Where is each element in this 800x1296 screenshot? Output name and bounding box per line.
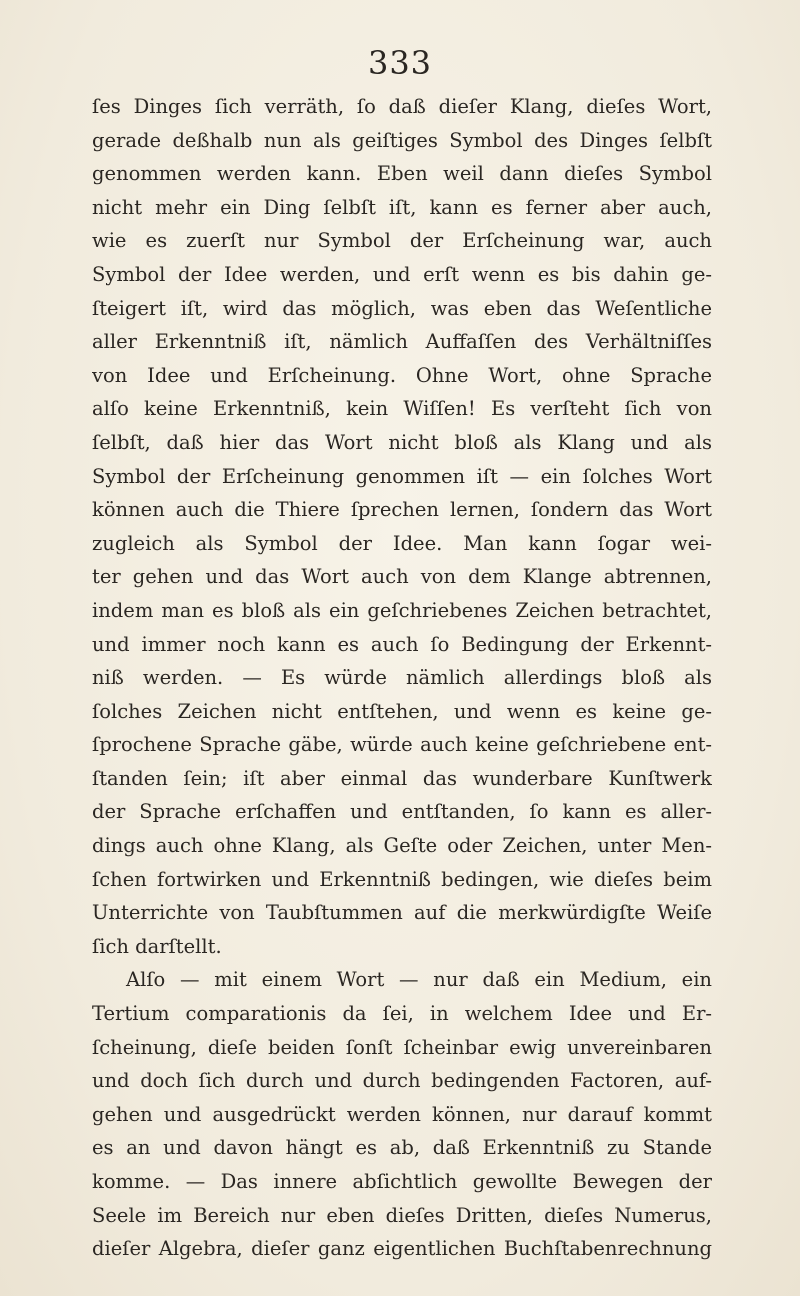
text-line: alſo keine Erkenntniß, kein Wiſſen! Es verſteht ſich von <box>92 397 712 421</box>
text-line: dieſer Algebra, dieſer ganz eigentlichen Buchſtabenrechnung <box>92 1237 712 1261</box>
body-text <box>92 90 712 1266</box>
text-line: Tertium comparationis da ſei, in welchem Idee und Er- <box>92 1002 712 1026</box>
text-line: wie es zuerſt nur Symbol der Erſcheinung war, auch <box>92 229 712 253</box>
text-line: komme. — Das innere abſichtlich gewollte Bewegen der <box>92 1170 712 1193</box>
page-number: 333 <box>367 44 433 82</box>
text-line: ſtanden ſein; iſt aber einmal das wunderbare Kunſtwerk <box>92 766 712 790</box>
text-line: von Idee und Erſcheinung. Ohne Wort, ohne Sprache <box>92 363 712 387</box>
text-line: gerade deßhalb nun als geiſtiges Symbol des Dinges ſelbſt <box>92 128 712 152</box>
text-line: genommen werden kann. Eben weil dann dieſes Symbol <box>92 162 712 186</box>
text-line: ſteigert iſt, wird das möglich, was eben das Weſentliche <box>92 296 712 320</box>
text-line: Unterrichte von Taubſtummen auf die merkwürdigſte Weiſe <box>92 901 712 925</box>
text-line: nicht mehr ein Ding ſelbſt iſt, kann es ferner aber auch, <box>92 195 712 219</box>
paragraph-end-line: ſich darſtellt. <box>92 934 222 958</box>
text-line: gehen und ausgedrückt werden können, nur darauf kommt <box>92 1102 712 1126</box>
text-line: ſolches Zeichen nicht entſtehen, und wenn es keine ge- <box>92 699 712 723</box>
text-line: und doch ſich durch und durch bedingenden Factoren, auf- <box>92 1069 712 1093</box>
text-line: Seele im Bereich nur eben dieſes Dritten, dieſes Numerus, <box>92 1203 712 1227</box>
text-line: ſelbſt, daß hier das Wort nicht bloß als Klang und als <box>92 430 712 454</box>
text-line: niß werden. — Es würde nämlich allerdings bloß als <box>92 666 712 690</box>
text-line: ſchen fortwirken und Erkenntniß bedingen, wie dieſes beim <box>92 867 712 891</box>
text-line: dings auch ohne Klang, als Geſte oder Zeichen, unter Men- <box>92 834 712 858</box>
text-line: ter gehen und das Wort auch von dem Klange abtrennen, <box>92 565 712 589</box>
text-line: und immer noch kann es auch ſo Bedingung der Erkennt- <box>92 632 712 656</box>
text-line: Symbol der Idee werden, und erſt wenn es bis dahin ge- <box>92 262 712 286</box>
text-line: indem man es bloß als ein geſchriebenes Zeichen betrachtet, <box>92 598 712 622</box>
text-line: es an und davon hängt es ab, daß Erkenntniß zu Stande <box>92 1136 712 1160</box>
text-line: zugleich als Symbol der Idee. Man kann ſogar wei- <box>92 531 712 555</box>
text-line: Symbol der Erſcheinung genommen iſt — ein ſolches Wort <box>92 464 712 488</box>
text-line: ſcheinung, dieſe beiden ſonſt ſcheinbar ewig unvereinbaren <box>92 1035 712 1059</box>
text-line: ſprochene Sprache gäbe, würde auch keine geſchriebene ent- <box>92 733 712 757</box>
text-line: ſes Dinges ſich verräth, ſo daß dieſer Klang, dieſes Wort, <box>92 95 712 118</box>
text-line: aller Erkenntniß iſt, nämlich Auffaſſen des Verhältniſſes <box>92 330 712 354</box>
text-line: können auch die Thiere ſprechen lernen, ſondern das Wort <box>92 498 712 522</box>
paragraph-start-line: Alſo — mit einem Wort — nur daß ein Medium, ein <box>126 968 712 992</box>
text-line: der Sprache erſchaffen und entſtanden, ſo kann es aller- <box>92 800 712 824</box>
